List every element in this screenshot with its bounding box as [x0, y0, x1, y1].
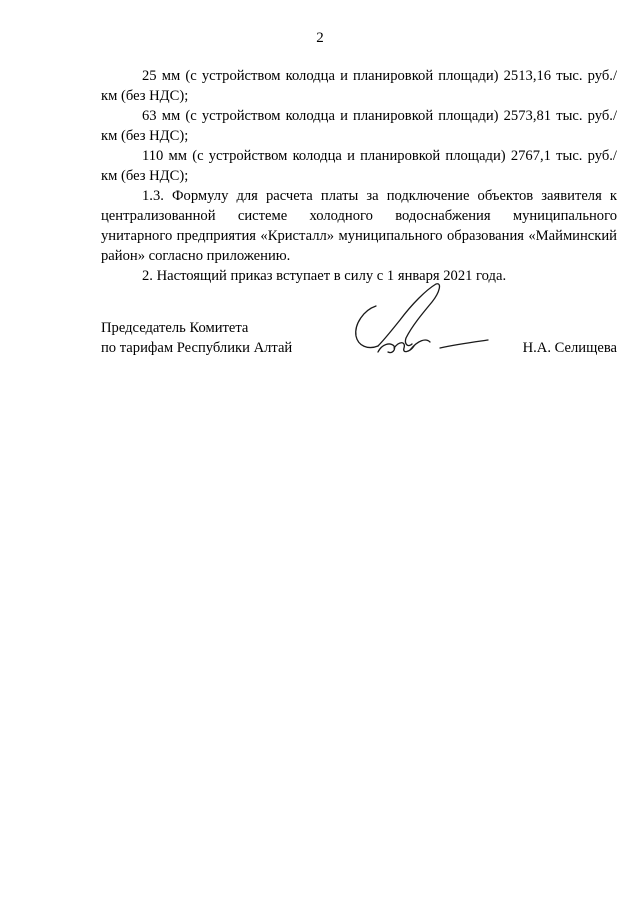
signatory-name: Н.А. Селищева: [522, 340, 617, 356]
signatory-title-line1: Председатель Комитета: [101, 320, 249, 336]
handwritten-signature: [348, 282, 498, 362]
paragraph-item-2: 2. Настоящий приказ вступает в силу с 1 января 2021 года.: [142, 268, 507, 284]
paragraph-item-1-3: 1.3. Формулу для расчета платы за подключение объектов заявителя к централизованной системе холодного водоснабжения муниципального унитарного предприятия «Кристалл» муниципального образования «Майминский район» согласно приложению.: [101, 188, 617, 264]
paragraph-pipe-63mm: 63 мм (с устройством колодца и планировкой площади) 2573,81 тыс. руб./км (без НДС);: [101, 108, 617, 144]
paragraph-pipe-110mm: 110 мм (с устройством колодца и планировкой площади) 2767,1 тыс. руб./км (без НДС);: [101, 148, 617, 184]
document-body: [101, 66, 617, 286]
paragraph-pipe-25mm: 25 мм (с устройством колодца и планировкой площади) 2513,16 тыс. руб./км (без НДС);: [101, 68, 617, 104]
signatory-title: [101, 318, 292, 358]
page-number: 2: [316, 30, 324, 46]
signatory-title-line2: по тарифам Республики Алтай: [101, 340, 293, 356]
